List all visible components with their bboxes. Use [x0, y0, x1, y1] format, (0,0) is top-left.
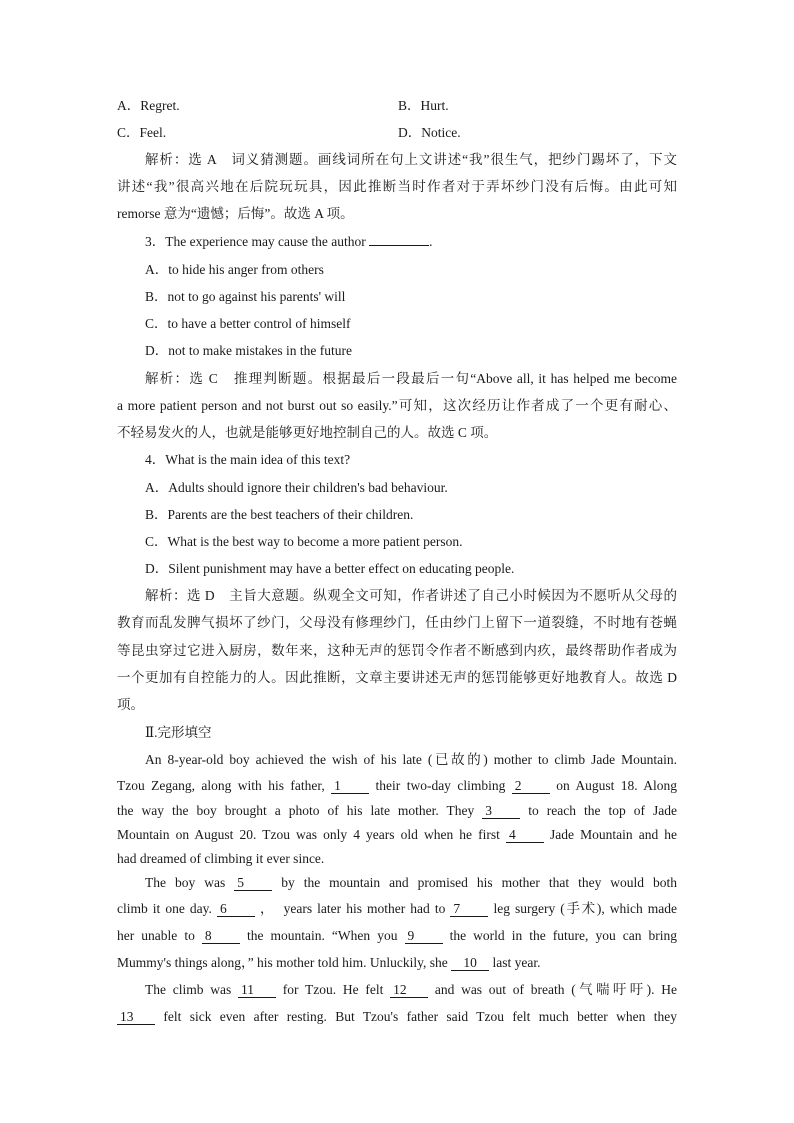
cloze-blank: 10: [451, 955, 489, 971]
q3-option-b: B．not to go against his parents' will: [145, 289, 346, 304]
cloze-text: Mountain on August 20. Tzou was only 4 years old when he first: [117, 827, 500, 842]
cloze-line: had dreamed of climbing it ever since.: [117, 851, 325, 866]
cloze-blank: 6: [217, 901, 255, 917]
cloze-blank: 5: [234, 875, 272, 891]
cloze-line: [117, 900, 677, 918]
cloze-blank: 13: [117, 1009, 155, 1025]
q2-analysis-line: remorse 意为“遗憾；后悔”。故选 A 项。: [117, 206, 354, 221]
cloze-line: [117, 802, 677, 820]
q4-analysis-line: 解析：选 D 主旨大意题。纵观全文可知，作者讲述了自己小时候因为不愿听从父母的: [145, 588, 677, 603]
q4-option-a: A．Adults should ignore their children's bad behaviour.: [145, 480, 448, 495]
q3-option-a: A．to hide his anger from others: [145, 262, 324, 277]
cloze-blank: 3: [482, 803, 520, 819]
q4-analysis-line: 教育而乱发脾气损坏了纱门，父母没有修理纱门，任由纱门上留下一道裂缝，不时地有苍蝇: [117, 615, 677, 630]
cloze-text: to reach the top of Jade: [528, 803, 677, 818]
cloze-line: [117, 777, 677, 795]
cloze-blank: 12: [390, 982, 428, 998]
cloze-line: [117, 927, 677, 945]
q4-analysis-line: 等昆虫穿过它进入厨房，数年来，这种无声的惩罚令作者不断感到内疚，最终帮助作者成为: [117, 643, 677, 658]
cloze-text: Tzou Zegang, along with his father,: [117, 778, 325, 793]
q3-option-d: D．not to make mistakes in the future: [145, 343, 352, 358]
q3-option-c: C．to have a better control of himself: [145, 316, 351, 331]
q4-stem: 4．What is the main idea of this text?: [145, 452, 351, 467]
q3-stem-end: .: [429, 234, 433, 249]
cloze-text: Jade Mountain and he: [550, 827, 678, 842]
cloze-line: An 8-year-old boy achieved the wish of his late (已故的) mother to climb Jade Mountain.: [145, 752, 677, 767]
cloze-line: [117, 1008, 677, 1026]
q2-analysis-line: 解析：选 A 词义猜测题。画线词所在句上文讲述“我”很生气，把纱门踢坏了，下文: [145, 152, 677, 167]
cloze-line: [117, 954, 541, 972]
cloze-text: leg surgery (手术), which made: [493, 901, 678, 916]
cloze-text: and was out of breath (气喘吁吁). He: [434, 982, 678, 997]
q3-analysis-line: a more patient person and not burst out so easily.”可知，这次经历让作者成了一个更有耐心、: [117, 398, 677, 413]
cloze-text: her unable to: [117, 928, 195, 943]
q4-analysis-line: 一个更加有自控能力的人。因此推断，文章主要讲述无声的惩罚能够更好地教育人。故选 D: [117, 670, 677, 685]
cloze-text: Mummy's things along，” his mother told him. Unluckily, she: [117, 955, 448, 970]
cloze-blank: 2: [512, 778, 550, 794]
cloze-text: The boy was: [145, 875, 226, 890]
option-d: D．Notice.: [398, 125, 461, 140]
cloze-text: felt sick even after resting. But Tzou's father said Tzou felt much better when they: [163, 1009, 677, 1024]
cloze-line: [117, 826, 677, 844]
section-title: Ⅱ.完形填空: [145, 725, 212, 740]
cloze-text: by the mountain and promised his mother that they would both: [281, 875, 678, 890]
q4-analysis-line: 项。: [117, 697, 144, 712]
q4-option-c: C．What is the best way to become a more patient person.: [145, 534, 463, 549]
cloze-text: last year.: [492, 955, 541, 970]
option-c: C．Feel.: [117, 125, 167, 140]
cloze-text: ， years later his mother had to: [260, 901, 446, 916]
cloze-text: the mountain. “When you: [246, 928, 398, 943]
cloze-text: the way the boy brought a photo of his late mother. They: [117, 803, 475, 818]
cloze-blank: 1: [331, 778, 369, 794]
q4-option-b: B．Parents are the best teachers of their children.: [145, 507, 414, 522]
cloze-blank: 4: [506, 827, 544, 843]
option-a: A．Regret.: [117, 98, 180, 113]
option-b: B．Hurt.: [398, 98, 449, 113]
cloze-text: their two-day climbing: [375, 778, 506, 793]
q3-blank: [369, 245, 429, 246]
q4-option-d: D．Silent punishment may have a better effect on educating people.: [145, 561, 515, 576]
q3-analysis-line: 解析：选 C 推理判断题。根据最后一段最后一句“Above all, it has helped me become: [145, 371, 677, 386]
cloze-text: climb it one day.: [117, 901, 212, 916]
cloze-line: [145, 874, 677, 892]
cloze-blank: 8: [202, 928, 240, 944]
q3-stem-text: 3．The experience may cause the author: [145, 234, 366, 249]
cloze-text: the world in the future, you can bring: [449, 928, 678, 943]
cloze-text: on August 18. Along: [556, 778, 678, 793]
q2-analysis-line: 讲述“我”很高兴地在后院玩玩具，因此推断当时作者对于弄坏纱门没有后悔。由此可知: [117, 179, 677, 194]
cloze-text: The climb was: [145, 982, 232, 997]
cloze-blank: 11: [238, 982, 276, 998]
q3-stem: [145, 233, 433, 251]
cloze-blank: 7: [450, 901, 488, 917]
cloze-blank: 9: [405, 928, 443, 944]
cloze-line: [145, 981, 677, 999]
q3-analysis-line: 不轻易发火的人，也就是能够更好地控制自己的人。故选 C 项。: [117, 425, 498, 440]
cloze-text: for Tzou. He felt: [282, 982, 384, 997]
